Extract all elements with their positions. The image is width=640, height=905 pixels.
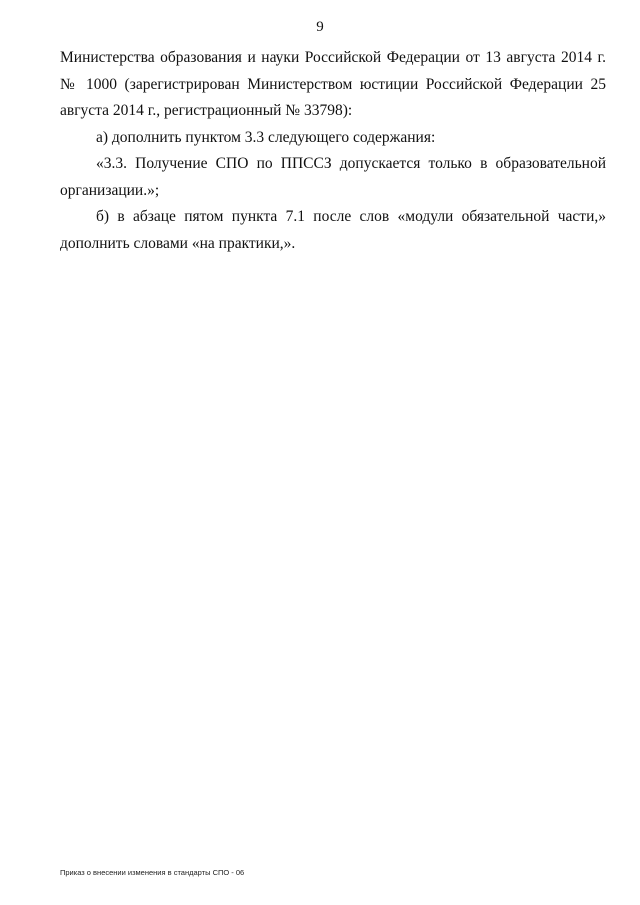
paragraph-ministry-order: Министерства образования и науки Российской Федерации от 13 августа 2014 г. № 1000 (зарегистрирован Министерством юстиции Российской Федерации 25 августа 2014 г., регистрационный № 33798): [60, 49, 606, 119]
page-number: 9 [316, 19, 324, 35]
paragraph-item-b: б) в абзаце пятом пункта 7.1 после слов «модули обязательной части,» дополнить словами «на практики,». [60, 208, 606, 252]
paragraph-clause-3-3: «3.3. Получение СПО по ППССЗ допускается только в образовательной организации.»; [60, 155, 606, 199]
document-body [60, 45, 606, 257]
paragraph-item-a: а) дополнить пунктом 3.3 следующего содержания: [96, 128, 436, 146]
footer-note: Приказ о внесении изменения в стандарты СПО - 06 [60, 868, 245, 877]
